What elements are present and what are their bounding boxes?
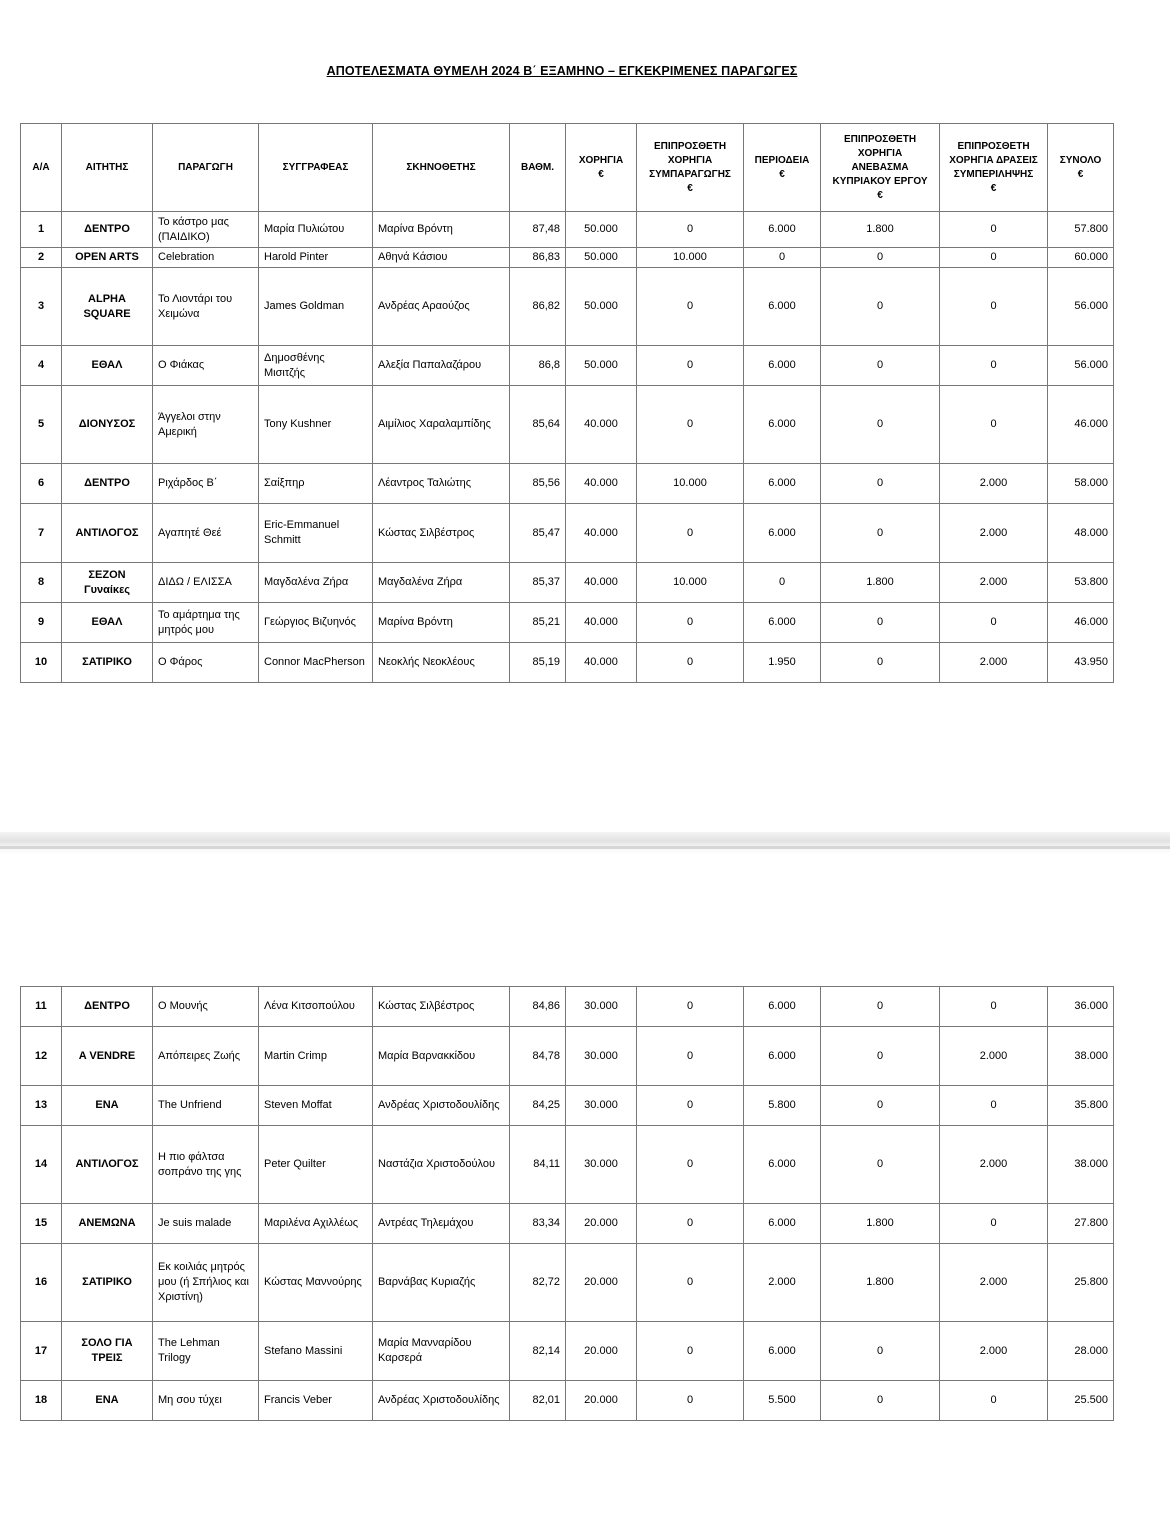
score-cell: 82,72: [510, 1244, 566, 1322]
total-cell: 53.800: [1048, 563, 1114, 603]
row-number: 6: [21, 464, 62, 504]
production-cell: Απόπειρες Ζωής: [153, 1027, 259, 1086]
director-cell: Μαρίνα Βρόντη: [373, 603, 510, 643]
table-row: [21, 603, 1114, 643]
tour-cell: 6.000: [744, 212, 821, 248]
grant-cell: 20.000: [566, 1381, 637, 1421]
cypriot-work-cell: 0: [821, 248, 940, 268]
production-cell: Ο Φιάκας: [153, 346, 259, 386]
table-row: [21, 1204, 1114, 1244]
inclusion-cell: 0: [940, 268, 1048, 346]
production-cell: Ο Μουνής: [153, 987, 259, 1027]
score-cell: 82,01: [510, 1381, 566, 1421]
inclusion-cell: 0: [940, 248, 1048, 268]
total-cell: 58.000: [1048, 464, 1114, 504]
cypriot-work-cell: 0: [821, 1322, 940, 1381]
total-cell: 48.000: [1048, 504, 1114, 563]
coproduction-cell: 10.000: [637, 248, 744, 268]
coproduction-cell: 0: [637, 1381, 744, 1421]
total-cell: 57.800: [1048, 212, 1114, 248]
grant-cell: 50.000: [566, 268, 637, 346]
author-cell: Stefano Massini: [259, 1322, 373, 1381]
production-cell: Μη σου τύχει: [153, 1381, 259, 1421]
results-table-page-2: [20, 986, 1114, 1421]
author-cell: Δημοσθένης Μισιτζής: [259, 346, 373, 386]
total-cell: 56.000: [1048, 268, 1114, 346]
total-cell: 38.000: [1048, 1126, 1114, 1204]
director-cell: Ανδρέας Χριστοδουλίδης: [373, 1381, 510, 1421]
director-cell: Λέαντρος Ταλιώτης: [373, 464, 510, 504]
coproduction-cell: 10.000: [637, 563, 744, 603]
grant-cell: 20.000: [566, 1322, 637, 1381]
grant-cell: 40.000: [566, 464, 637, 504]
score-cell: 85,21: [510, 603, 566, 643]
production-cell: Το αμάρτημα της μητρός μου: [153, 603, 259, 643]
row-number: 10: [21, 643, 62, 683]
table-row: [21, 464, 1114, 504]
row-number: 11: [21, 987, 62, 1027]
coproduction-cell: 0: [637, 987, 744, 1027]
cypriot-work-cell: 0: [821, 1381, 940, 1421]
row-number: 2: [21, 248, 62, 268]
table-body-page-1: [21, 212, 1114, 683]
coproduction-cell: 0: [637, 346, 744, 386]
tour-cell: 6.000: [744, 268, 821, 346]
inclusion-cell: 2.000: [940, 1027, 1048, 1086]
table-row: [21, 346, 1114, 386]
inclusion-cell: 2.000: [940, 1126, 1048, 1204]
applicant-cell: ALPHA SQUARE: [62, 268, 153, 346]
grant-cell: 50.000: [566, 346, 637, 386]
author-cell: Μαγδαλένα Ζήρα: [259, 563, 373, 603]
author-cell: Martin Crimp: [259, 1027, 373, 1086]
table-row: [21, 1027, 1114, 1086]
tour-cell: 6.000: [744, 504, 821, 563]
cypriot-work-cell: 0: [821, 464, 940, 504]
header-applicant: ΑΙΤΗΤΗΣ: [62, 124, 153, 212]
row-number: 18: [21, 1381, 62, 1421]
table-row: [21, 248, 1114, 268]
production-cell: Ο Φάρος: [153, 643, 259, 683]
tour-cell: 6.000: [744, 464, 821, 504]
author-cell: Eric-Emmanuel Schmitt: [259, 504, 373, 563]
grant-cell: 40.000: [566, 386, 637, 464]
inclusion-cell: 0: [940, 386, 1048, 464]
production-cell: Celebration: [153, 248, 259, 268]
author-cell: Μαριλένα Αχιλλέως: [259, 1204, 373, 1244]
author-cell: Connor MacPherson: [259, 643, 373, 683]
applicant-cell: A VENDRE: [62, 1027, 153, 1086]
coproduction-cell: 0: [637, 603, 744, 643]
cypriot-work-cell: 0: [821, 1126, 940, 1204]
table-header-row: [21, 124, 1114, 212]
inclusion-cell: 0: [940, 346, 1048, 386]
grant-cell: 30.000: [566, 1126, 637, 1204]
production-cell: The Lehman Trilogy: [153, 1322, 259, 1381]
applicant-cell: ΔΕΝΤΡΟ: [62, 987, 153, 1027]
coproduction-cell: 0: [637, 1204, 744, 1244]
coproduction-cell: 0: [637, 1027, 744, 1086]
grant-cell: 40.000: [566, 603, 637, 643]
score-cell: 85,37: [510, 563, 566, 603]
applicant-cell: ΕΝΑ: [62, 1381, 153, 1421]
director-cell: Μαγδαλένα Ζήρα: [373, 563, 510, 603]
director-cell: Μαρίνα Βρόντη: [373, 212, 510, 248]
results-table-page-1: [20, 123, 1114, 683]
tour-cell: 6.000: [744, 1204, 821, 1244]
author-cell: Steven Moffat: [259, 1086, 373, 1126]
score-cell: 86,8: [510, 346, 566, 386]
production-cell: Αγαπητέ Θεέ: [153, 504, 259, 563]
director-cell: Κώστας Σιλβέστρος: [373, 504, 510, 563]
applicant-cell: ΣΟΛΟ ΓΙΑ ΤΡΕΙΣ: [62, 1322, 153, 1381]
table-body-page-2: [21, 987, 1114, 1421]
cypriot-work-cell: 1.800: [821, 212, 940, 248]
score-cell: 83,34: [510, 1204, 566, 1244]
applicant-cell: ΣΑΤΙΡΙΚΟ: [62, 1244, 153, 1322]
applicant-cell: ΔΕΝΤΡΟ: [62, 212, 153, 248]
inclusion-cell: 2.000: [940, 643, 1048, 683]
header-no: Α/Α: [21, 124, 62, 212]
tour-cell: 5.800: [744, 1086, 821, 1126]
inclusion-cell: 2.000: [940, 1322, 1048, 1381]
applicant-cell: ΕΘΑΛ: [62, 346, 153, 386]
table-row: [21, 268, 1114, 346]
coproduction-cell: 0: [637, 386, 744, 464]
total-cell: 38.000: [1048, 1027, 1114, 1086]
total-cell: 25.500: [1048, 1381, 1114, 1421]
author-cell: Λένα Κιτσοπούλου: [259, 987, 373, 1027]
tour-cell: 6.000: [744, 1126, 821, 1204]
header-score: ΒΑΘΜ.: [510, 124, 566, 212]
total-cell: 28.000: [1048, 1322, 1114, 1381]
table-row: [21, 1086, 1114, 1126]
applicant-cell: ΔΕΝΤΡΟ: [62, 464, 153, 504]
table-row: [21, 1126, 1114, 1204]
inclusion-cell: 0: [940, 987, 1048, 1027]
table-row: [21, 1322, 1114, 1381]
score-cell: 86,82: [510, 268, 566, 346]
grant-cell: 50.000: [566, 248, 637, 268]
tour-cell: 2.000: [744, 1244, 821, 1322]
applicant-cell: ΣΑΤΙΡΙΚΟ: [62, 643, 153, 683]
cypriot-work-cell: 0: [821, 1086, 940, 1126]
score-cell: 85,19: [510, 643, 566, 683]
director-cell: Μαρία Βαρνακκίδου: [373, 1027, 510, 1086]
coproduction-cell: 0: [637, 212, 744, 248]
header-coproduction: ΕΠΙΠΡΟΣΘΕΤΗ ΧΟΡΗΓΙΑ ΣΥΜΠΑΡΑΓΩΓΗΣ €: [637, 124, 744, 212]
applicant-cell: OPEN ARTS: [62, 248, 153, 268]
score-cell: 85,47: [510, 504, 566, 563]
inclusion-cell: 2.000: [940, 563, 1048, 603]
tour-cell: 6.000: [744, 386, 821, 464]
score-cell: 84,11: [510, 1126, 566, 1204]
score-cell: 85,56: [510, 464, 566, 504]
total-cell: 56.000: [1048, 346, 1114, 386]
coproduction-cell: 0: [637, 643, 744, 683]
score-cell: 82,14: [510, 1322, 566, 1381]
production-cell: Η πιο φάλτσα σοπράνο της γης: [153, 1126, 259, 1204]
row-number: 17: [21, 1322, 62, 1381]
grant-cell: 40.000: [566, 563, 637, 603]
cypriot-work-cell: 0: [821, 346, 940, 386]
inclusion-cell: 2.000: [940, 504, 1048, 563]
director-cell: Νεοκλής Νεοκλέους: [373, 643, 510, 683]
author-cell: Σαίξπηρ: [259, 464, 373, 504]
tour-cell: 6.000: [744, 603, 821, 643]
table-row: [21, 643, 1114, 683]
header-production: ΠΑΡΑΓΩΓΗ: [153, 124, 259, 212]
table-row: [21, 386, 1114, 464]
coproduction-cell: 0: [637, 1086, 744, 1126]
production-cell: Ριχάρδος Β΄: [153, 464, 259, 504]
grant-cell: 30.000: [566, 1027, 637, 1086]
director-cell: Βαρνάβας Κυριαζής: [373, 1244, 510, 1322]
production-cell: Εκ κοιλιάς μητρός μου (ή Σπήλιος και Χριστίνη): [153, 1244, 259, 1322]
grant-cell: 20.000: [566, 1204, 637, 1244]
author-cell: Francis Veber: [259, 1381, 373, 1421]
grant-cell: 30.000: [566, 1086, 637, 1126]
score-cell: 85,64: [510, 386, 566, 464]
author-cell: Κώστας Μαννούρης: [259, 1244, 373, 1322]
grant-cell: 40.000: [566, 643, 637, 683]
coproduction-cell: 0: [637, 1126, 744, 1204]
applicant-cell: ΑΝΤΙΛΟΓΟΣ: [62, 1126, 153, 1204]
row-number: 12: [21, 1027, 62, 1086]
row-number: 5: [21, 386, 62, 464]
header-director: ΣΚΗΝΟΘΕΤΗΣ: [373, 124, 510, 212]
row-number: 4: [21, 346, 62, 386]
table-row: [21, 1244, 1114, 1322]
director-cell: Αντρέας Τηλεμάχου: [373, 1204, 510, 1244]
cypriot-work-cell: 0: [821, 268, 940, 346]
tour-cell: 6.000: [744, 987, 821, 1027]
total-cell: 60.000: [1048, 248, 1114, 268]
inclusion-cell: 2.000: [940, 464, 1048, 504]
tour-cell: 6.000: [744, 346, 821, 386]
total-cell: 46.000: [1048, 603, 1114, 643]
table-row: [21, 212, 1114, 248]
page-break: [0, 832, 1170, 854]
applicant-cell: ΕΘΑΛ: [62, 603, 153, 643]
director-cell: Αιμίλιος Χαραλαμπίδης: [373, 386, 510, 464]
author-cell: Harold Pinter: [259, 248, 373, 268]
production-cell: Άγγελοι στην Αμερική: [153, 386, 259, 464]
cypriot-work-cell: 1.800: [821, 1244, 940, 1322]
row-number: 9: [21, 603, 62, 643]
total-cell: 27.800: [1048, 1204, 1114, 1244]
table-row: [21, 504, 1114, 563]
cypriot-work-cell: 0: [821, 643, 940, 683]
cypriot-work-cell: 0: [821, 603, 940, 643]
tour-cell: 6.000: [744, 1322, 821, 1381]
total-cell: 46.000: [1048, 386, 1114, 464]
row-number: 15: [21, 1204, 62, 1244]
production-cell: Je suis malade: [153, 1204, 259, 1244]
inclusion-cell: 0: [940, 1204, 1048, 1244]
cypriot-work-cell: 0: [821, 1027, 940, 1086]
row-number: 16: [21, 1244, 62, 1322]
inclusion-cell: 0: [940, 603, 1048, 643]
total-cell: 36.000: [1048, 987, 1114, 1027]
production-cell: The Unfriend: [153, 1086, 259, 1126]
director-cell: Αθηνά Κάσιου: [373, 248, 510, 268]
score-cell: 84,78: [510, 1027, 566, 1086]
author-cell: James Goldman: [259, 268, 373, 346]
total-cell: 35.800: [1048, 1086, 1114, 1126]
director-cell: Μαρία Μανναρίδου Καρσερά: [373, 1322, 510, 1381]
table-row: [21, 563, 1114, 603]
row-number: 7: [21, 504, 62, 563]
inclusion-cell: 0: [940, 1086, 1048, 1126]
applicant-cell: ΑΝΕΜΩΝΑ: [62, 1204, 153, 1244]
header-author: ΣΥΓΓΡΑΦΕΑΣ: [259, 124, 373, 212]
table-row: [21, 987, 1114, 1027]
director-cell: Κώστας Σιλβέστρος: [373, 987, 510, 1027]
grant-cell: 40.000: [566, 504, 637, 563]
grant-cell: 50.000: [566, 212, 637, 248]
production-cell: Το κάστρο μας (ΠΑΙΔΙΚΟ): [153, 212, 259, 248]
tour-cell: 1.950: [744, 643, 821, 683]
tour-cell: 0: [744, 563, 821, 603]
cypriot-work-cell: 1.800: [821, 1204, 940, 1244]
production-cell: ΔΙΔΩ / ΕΛΙΣΣΑ: [153, 563, 259, 603]
author-cell: Tony Kushner: [259, 386, 373, 464]
applicant-cell: ΣΕΖΟΝ Γυναίκες: [62, 563, 153, 603]
header-total: ΣΥΝΟΛΟ €: [1048, 124, 1114, 212]
grant-cell: 30.000: [566, 987, 637, 1027]
row-number: 3: [21, 268, 62, 346]
director-cell: Ανδρέας Αραούζος: [373, 268, 510, 346]
score-cell: 86,83: [510, 248, 566, 268]
applicant-cell: ΕΝΑ: [62, 1086, 153, 1126]
header-inclusion: ΕΠΙΠΡΟΣΘΕΤΗ ΧΟΡΗΓΙΑ ΔΡΑΣΕΙΣ ΣΥΜΠΕΡΙΛΗΨΗΣ €: [940, 124, 1048, 212]
cypriot-work-cell: 1.800: [821, 563, 940, 603]
tour-cell: 0: [744, 248, 821, 268]
row-number: 1: [21, 212, 62, 248]
cypriot-work-cell: 0: [821, 987, 940, 1027]
row-number: 8: [21, 563, 62, 603]
cypriot-work-cell: 0: [821, 504, 940, 563]
tour-cell: 5.500: [744, 1381, 821, 1421]
production-cell: Το Λιοντάρι του Χειμώνα: [153, 268, 259, 346]
total-cell: 25.800: [1048, 1244, 1114, 1322]
row-number: 14: [21, 1126, 62, 1204]
author-cell: Μαρία Πυλιώτου: [259, 212, 373, 248]
inclusion-cell: 0: [940, 212, 1048, 248]
row-number: 13: [21, 1086, 62, 1126]
coproduction-cell: 0: [637, 268, 744, 346]
cypriot-work-cell: 0: [821, 386, 940, 464]
header-tour: ΠΕΡΙΟΔΕΙΑ €: [744, 124, 821, 212]
tour-cell: 6.000: [744, 1027, 821, 1086]
total-cell: 43.950: [1048, 643, 1114, 683]
grant-cell: 20.000: [566, 1244, 637, 1322]
coproduction-cell: 0: [637, 1322, 744, 1381]
score-cell: 87,48: [510, 212, 566, 248]
applicant-cell: ΑΝΤΙΛΟΓΟΣ: [62, 504, 153, 563]
director-cell: Ανδρέας Χριστοδουλίδης: [373, 1086, 510, 1126]
inclusion-cell: 2.000: [940, 1244, 1048, 1322]
document-title: ΑΠΟΤΕΛΕΣΜΑΤΑ ΘΥΜΕΛΗ 2024 Β΄ ΕΞΑΜΗΝΟ – ΕΓΚΕΚΡΙΜΕΝΕΣ ΠΑΡΑΓΩΓΕΣ: [326, 64, 798, 78]
author-cell: Γεώργιος Βιζυηνός: [259, 603, 373, 643]
header-grant: ΧΟΡΗΓΙΑ €: [566, 124, 637, 212]
director-cell: Ναστάζια Χριστοδούλου: [373, 1126, 510, 1204]
applicant-cell: ΔΙΟΝΥΣΟΣ: [62, 386, 153, 464]
score-cell: 84,25: [510, 1086, 566, 1126]
inclusion-cell: 0: [940, 1381, 1048, 1421]
coproduction-cell: 0: [637, 1244, 744, 1322]
header-cypriot-work: ΕΠΙΠΡΟΣΘΕΤΗ ΧΟΡΗΓΙΑ ΑΝΕΒΑΣΜΑ ΚΥΠΡΙΑΚΟΥ ΕΡΓΟΥ €: [821, 124, 940, 212]
author-cell: Peter Quilter: [259, 1126, 373, 1204]
director-cell: Αλεξία Παπαλαζάρου: [373, 346, 510, 386]
table-row: [21, 1381, 1114, 1421]
page-break-line: [0, 846, 1170, 849]
coproduction-cell: 0: [637, 504, 744, 563]
score-cell: 84,86: [510, 987, 566, 1027]
coproduction-cell: 10.000: [637, 464, 744, 504]
